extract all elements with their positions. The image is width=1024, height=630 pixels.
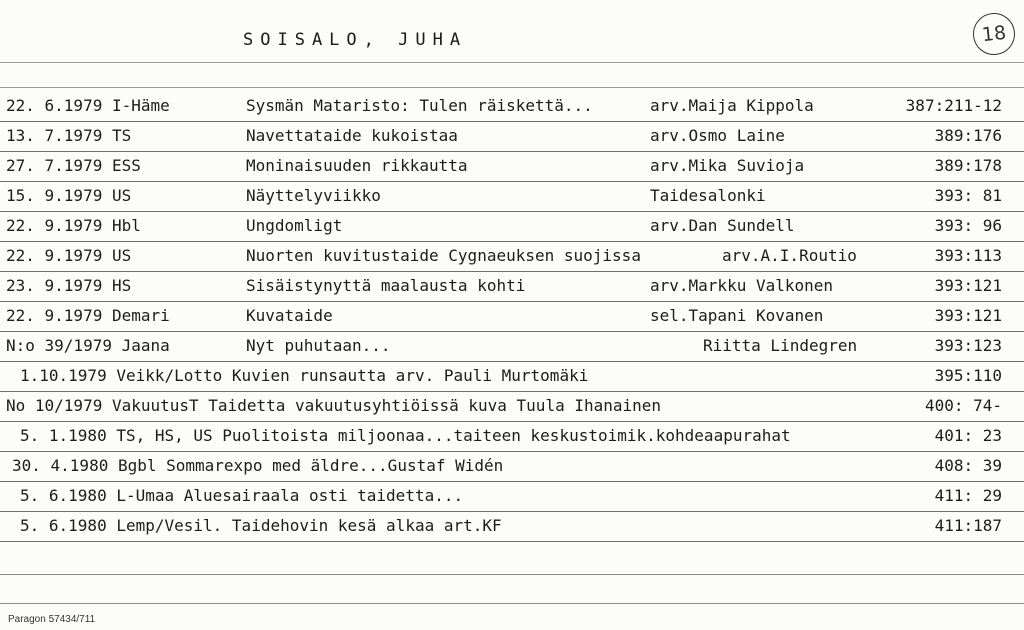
entry-author: arv.Dan Sundell bbox=[650, 216, 795, 235]
list-item bbox=[0, 92, 1024, 122]
entry-title: Sysmän Mataristo: Tulen räiskettä... bbox=[246, 96, 593, 115]
entry-author: sel.Tapani Kovanen bbox=[650, 306, 824, 325]
list-item bbox=[0, 512, 1024, 542]
list-item bbox=[0, 422, 1024, 452]
entry-date-source: 22. 9.1979 Demari bbox=[6, 306, 170, 325]
entry-author: arv.Osmo Laine bbox=[650, 126, 785, 145]
entry-text: 5. 1.1980 TS, HS, US Puolitoista miljoonaa...taiteen keskustoimik.kohdeaapurahat bbox=[20, 426, 791, 445]
list-item bbox=[0, 122, 1024, 152]
entry-ref: 387:211-12 bbox=[905, 96, 1002, 115]
divider bbox=[0, 574, 1024, 575]
entry-ref: 408: 39 bbox=[934, 456, 1002, 475]
page-number-circle: 18 bbox=[971, 11, 1017, 57]
divider bbox=[0, 62, 1024, 63]
list-item bbox=[0, 302, 1024, 332]
entry-ref: 393:121 bbox=[934, 306, 1002, 325]
entry-date-source: 23. 9.1979 HS bbox=[6, 276, 132, 295]
entry-ref: 395:110 bbox=[934, 366, 1002, 385]
entry-title: Ungdomligt bbox=[246, 216, 343, 235]
printer-mark: Paragon 57434/711 bbox=[8, 614, 96, 625]
entry-ref: 393:113 bbox=[934, 246, 1002, 265]
entry-date-source: 13. 7.1979 TS bbox=[6, 126, 132, 145]
entry-title: Navettataide kukoistaa bbox=[246, 126, 458, 145]
entry-ref: 400: 74- bbox=[924, 396, 1002, 415]
entry-ref: 393: 81 bbox=[934, 186, 1002, 205]
row-rule bbox=[0, 541, 1024, 542]
list-item bbox=[0, 272, 1024, 302]
list-item bbox=[0, 242, 1024, 272]
entry-ref: 411: 29 bbox=[934, 486, 1002, 505]
list-item bbox=[0, 182, 1024, 212]
entry-text: 5. 6.1980 Lemp/Vesil. Taidehovin kesä alkaa art.KF bbox=[20, 516, 502, 535]
entry-date-source: 22. 6.1979 I-Häme bbox=[6, 96, 170, 115]
entry-author: Taidesalonki bbox=[650, 186, 766, 205]
entry-author: arv.Maija Kippola bbox=[650, 96, 814, 115]
list-item bbox=[0, 452, 1024, 482]
entry-text: 5. 6.1980 L-Umaa Aluesairaala osti taidetta... bbox=[20, 486, 464, 505]
entry-author: arv.Markku Valkonen bbox=[650, 276, 834, 295]
entry-text: 30. 4.1980 Bgbl Sommarexpo med äldre...Gustaf Widén bbox=[12, 456, 504, 475]
entry-author: arv.Mika Suvioja bbox=[650, 156, 805, 175]
list-item bbox=[0, 152, 1024, 182]
entry-ref: 393:121 bbox=[934, 276, 1002, 295]
entry-date-source: 27. 7.1979 ESS bbox=[6, 156, 141, 175]
list-item bbox=[0, 482, 1024, 512]
divider bbox=[0, 603, 1024, 604]
entry-title: Näyttelyviikko bbox=[246, 186, 381, 205]
list-item bbox=[0, 362, 1024, 392]
entry-ref: 401: 23 bbox=[934, 426, 1002, 445]
entry-title: Kuvataide bbox=[246, 306, 333, 325]
entry-title: Nyt puhutaan... bbox=[246, 336, 391, 355]
list-item bbox=[0, 332, 1024, 362]
entry-author: arv.A.I.Routio bbox=[722, 246, 857, 265]
entry-ref: 389:178 bbox=[934, 156, 1002, 175]
list-item bbox=[0, 392, 1024, 422]
entry-ref: 393: 96 bbox=[934, 216, 1002, 235]
entry-ref: 411:187 bbox=[934, 516, 1002, 535]
card-title: SOISALO, JUHA bbox=[243, 30, 468, 50]
entry-date-source: 22. 9.1979 US bbox=[6, 246, 132, 265]
entry-date-source: 15. 9.1979 US bbox=[6, 186, 132, 205]
entry-ref: 393:123 bbox=[934, 336, 1002, 355]
entry-ref: 389:176 bbox=[934, 126, 1002, 145]
entry-date-source: N:o 39/1979 Jaana bbox=[6, 336, 170, 355]
list-item bbox=[0, 212, 1024, 242]
entry-author: Riitta Lindegren bbox=[703, 336, 858, 355]
entry-date-source: 22. 9.1979 Hbl bbox=[6, 216, 141, 235]
entry-title: Moninaisuuden rikkautta bbox=[246, 156, 468, 175]
entry-text: 1.10.1979 Veikk/Lotto Kuvien runsautta arv. Pauli Murtomäki bbox=[20, 366, 589, 385]
entry-title: Sisäistynyttä maalausta kohti bbox=[246, 276, 526, 295]
divider bbox=[0, 87, 1024, 88]
entry-title: Nuorten kuvitustaide Cygnaeuksen suojissa bbox=[246, 246, 641, 265]
entry-text: No 10/1979 VakuutusT Taidetta vakuutusyhtiöissä kuva Tuula Ihanainen bbox=[6, 396, 662, 415]
